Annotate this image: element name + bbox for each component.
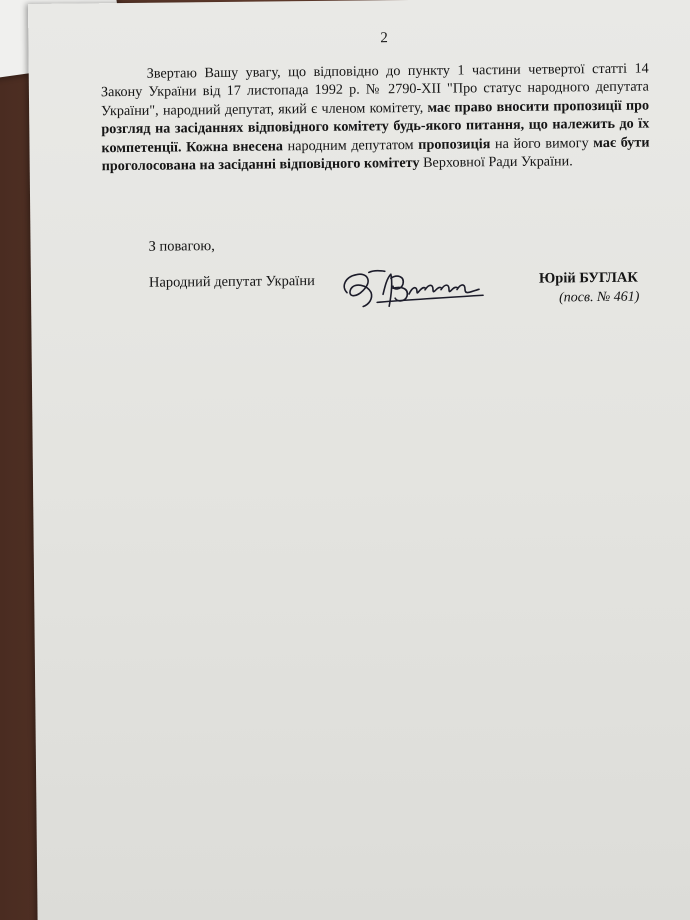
paragraph-segment: Верховної Ради України. (419, 153, 573, 171)
paragraph-segment: на його вимогу (490, 134, 594, 152)
document-page (28, 0, 690, 920)
closing-greeting: З повагою, (148, 238, 215, 255)
paragraph-segment-bold: має бути проголосована на засіданні відповідного комітету (101, 134, 650, 175)
paragraph-segment-bold: має право вносити пропозиції про розгляд на засіданнях відповідного комітету будь-якого питання, що належить до їх компетенції. Кожна внесена (101, 97, 650, 156)
paragraph-segment-bold: пропозиція (418, 135, 491, 153)
signer-id: (посв. № 461) (559, 289, 640, 306)
paragraph-segment: народним депутатом (282, 136, 419, 154)
signer-name: Юрій БУГЛАК (538, 269, 638, 287)
body-paragraph (101, 60, 650, 176)
page-number: 2 (380, 30, 388, 47)
signer-role: Народний депутат України (148, 273, 315, 291)
paragraph-segment: Звертаю Вашу увагу, що відповідно до пункту 1 частини четвертої статті 14 Закону України від 17 листопада 1992 р. № 2790-XII "Про статус народного депутата України", народний депутат, який є членом комітету, (100, 60, 649, 120)
signature-icon (333, 255, 504, 317)
